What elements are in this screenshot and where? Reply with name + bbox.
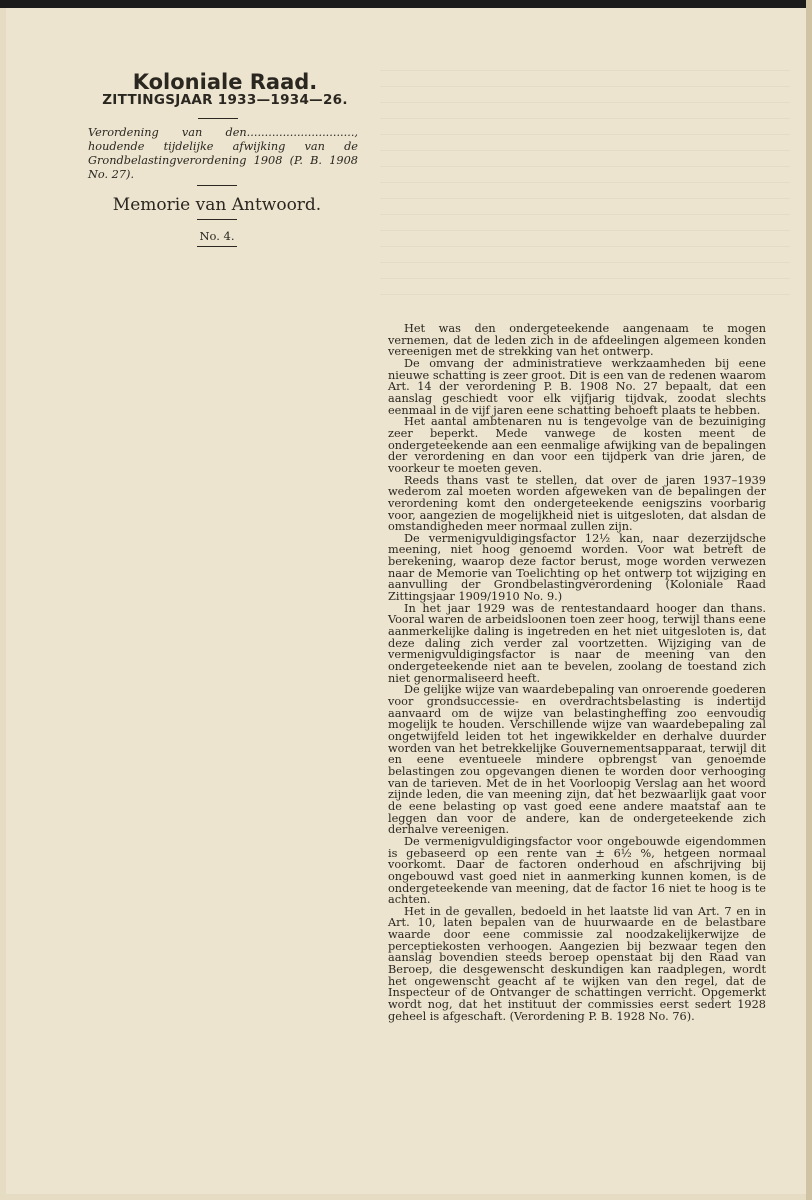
paragraph: Het aantal ambtenaren nu is tengevolge van de bezuiniging zeer beperkt. Mede vanwege de kosten meent de ondergeteekende aan een eenmalige afwijking van de bepalingen der verordening en dan voor een tijdperk van drie jaren, de voorkeur te moeten geven. [388,415,766,475]
scan-right-edge [806,0,812,1200]
divider [198,118,238,119]
paragraph: De gelijke wijze van waardebepaling van onroerende goederen voor grondsuccessie- en overdrachtsbelasting is indertijd aanvaard om de wijze van belastingheffing zoo eenvoudig mogelijk te houden. Verschillende wijze van waardebepaling zal ongetwijfeld leiden tot het ingewikkelder en derhalve duurder worden van het betrekkelijke Gouvernementsapparaat, terwijl dit en eene eventueele mindere opbrengst van genoemde belastingen zou opgevangen dienen te worden door verhooging van de tarieven. Met de in het Voorloopig Verslag aan het woord zijnde leden, die van meening zijn, dat het bezwaarlijk gaat voor de eene belasting op vast goed eene andere maatstaf aan te leggen dan voor de andere, kan de ondergeteekende zich derhalve vereenigen. [388,683,766,837]
paragraph: De vermenigvuldigingsfactor voor ongebouwde eigendommen is gebaseerd op een rente van ± 6½ %, hetgeen normaal voorkomt. Daar de factoren onderhoud en afschrijving bij ongebouwd vast goed niet in aanmerking kunnen komen, is de ondergeteekende van meening, dat de factor 16 niet te hoog is te achten. [388,834,766,907]
paragraph: Het was den ondergeteekende aangenaam te mogen vernemen, dat de leden zich in de afdeelingen algemeen konden vereenigen met de strekking van het ontwerp. [388,322,766,359]
paragraph: Het in de gevallen, bedoeld in het laatste lid van Art. 7 en in Art. 10, laten bepalen van de huurwaarde en de belastbare waarde door eene commissie zal noodzakelijkerwijze de perceptiekosten verhoogen. Aangezien bij bezwaar tegen den aanslag bovendien steeds beroep openstaat bij den Raad van Beroep, die desgewenscht deskundigen kan raadplegen, wordt het ongewenscht geacht af te wijken van den regel, dat de Inspecteur of de Ontvanger de schattingen verricht. Opgemerkt wordt nog, dat het instituut der commissies eerst sedert 1928 geheel is afgeschaft. (Verordening P. B. 1928 No. 76). [388,904,766,1023]
memorie-title: Memorie van Antwoord. [112,195,322,215]
document-title: Koloniale Raad. [132,70,318,94]
divider [197,246,237,247]
paragraph: Reeds thans vast te stellen, dat over de jaren 1937–1939 wederom zal moeten worden afgeweken van de bepalingen der verordening komt den ondergeteekende eenigszins voorbarig voor, aangezien de mogelijkheid niet is uitgesloten, dat alsdan de omstandigheden meer normaal zullen zijn. [388,473,766,534]
paragraph: In het jaar 1929 was de rentestandaard hooger dan thans. Vooral waren de arbeidsloonen toen zeer hoog, terwijl thans eene aanmerkelijke daling is ingetreden en het niet uitgesloten is, dat deze daling zich verder zal voortzetten. Wijziging van de vermenigvuldigingsfactor is naar de meening van den ondergeteekende niet aan te bevelen, zoolang de toestand zich niet genormaliseerd heeft. [388,601,766,685]
divider [197,185,237,186]
scan-top-edge [0,0,812,8]
verordening-heading: Verordening van den.............................., houdende tijdelijke afwijking van de Grondbelastingverordening 1908 (P. B. 1908 No. 27). [88,126,358,181]
session-year: ZITTINGSJAAR 1933—1934—26. [102,92,348,108]
body-text [388,323,766,1022]
paragraph: De vermenigvuldigingsfactor 12½ kan, naar dezerzijdsche meening, niet hoog genoemd worden. Voor wat betreft de berekening, waarop deze factor berust, moge worden verwezen naar de Memorie van Toelichting op het ontwerp tot wijziging en aanvulling der Grondbelastingverordening (Koloniale Raad Zittingsjaar 1909/1910 No. 9.) [388,531,766,604]
divider [197,219,237,220]
paragraph: De omvang der administratieve werkzaamheden bij eene nieuwe schatting is zeer groot. Dit is een van de redenen waarom Art. 14 der verordening P. B. 1908 No. 27 bepaalt, dat een aanslag geschiedt voor elk vijfjarig tijdvak, zoodat slechts eenmaal in de vijf jaren eene schatting behoeft plaats te hebben. [388,356,766,417]
document-number: No. 4. [199,229,235,243]
